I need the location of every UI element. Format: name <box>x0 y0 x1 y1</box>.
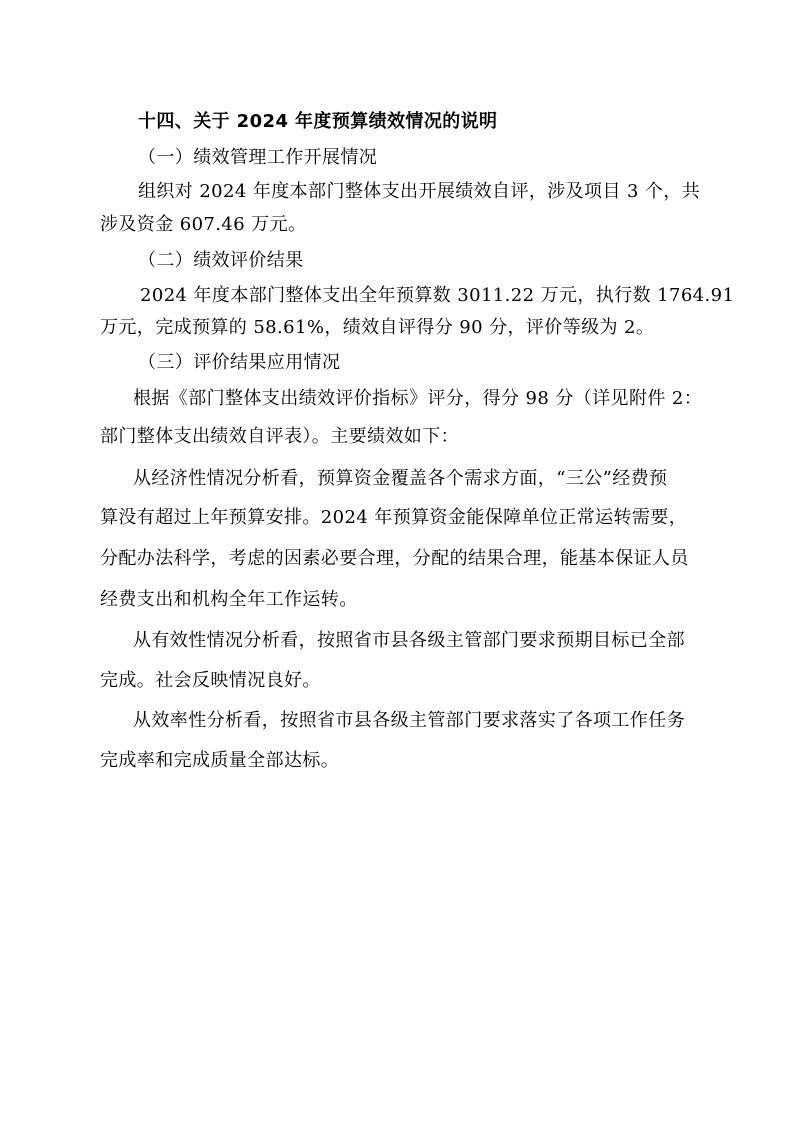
economy-line-4: 经费支出和机构全年工作运转。 <box>100 589 358 610</box>
effectiveness-line-2: 完成。社会反映情况良好。 <box>100 670 321 691</box>
efficiency-line-1: 从效率性分析看，按照省市县各级主管部门要求落实了各项工作任务 <box>133 710 685 731</box>
part3-heading: （三）评价结果应用情况 <box>138 352 341 373</box>
part2-line-1: 2024 年度本部门整体支出全年预算数 3011.22 万元，执行数 1764.91 <box>140 285 735 306</box>
section-title: 十四、关于 2024 年度预算绩效情况的说明 <box>138 111 498 132</box>
economy-line-2: 算没有超过上年预算安排。2024 年预算资金能保障单位正常运转需要， <box>100 507 688 528</box>
economy-line-1: 从经济性情况分析看，预算资金覆盖各个需求方面，“三公”经费预 <box>133 468 668 489</box>
part3-intro-line-2: 部门整体支出绩效自评表）。主要绩效如下： <box>100 426 459 447</box>
part1-heading: （一）绩效管理工作开展情况 <box>138 147 378 168</box>
part2-line-2: 万元，完成预算的 58.61%，绩效自评得分 90 分，评价等级为 2。 <box>100 317 655 338</box>
efficiency-line-2: 完成率和完成质量全部达标。 <box>100 750 340 771</box>
effectiveness-line-1: 从有效性情况分析看，按照省市县各级主管部门要求预期目标已全部 <box>133 630 685 651</box>
part3-intro-line-1: 根据《部门整体支出绩效评价指标》评分，得分 98 分（详见附件 2： <box>133 388 703 409</box>
part1-line-1: 组织对 2024 年度本部门整体支出开展绩效自评，涉及项目 3 个，共 <box>138 181 701 202</box>
economy-line-3: 分配办法科学，考虑的因素必要合理，分配的结果合理，能基本保证人员 <box>100 548 689 569</box>
part2-heading: （二）绩效评价结果 <box>138 250 304 271</box>
part1-line-2: 涉及资金 607.46 万元。 <box>100 214 307 235</box>
